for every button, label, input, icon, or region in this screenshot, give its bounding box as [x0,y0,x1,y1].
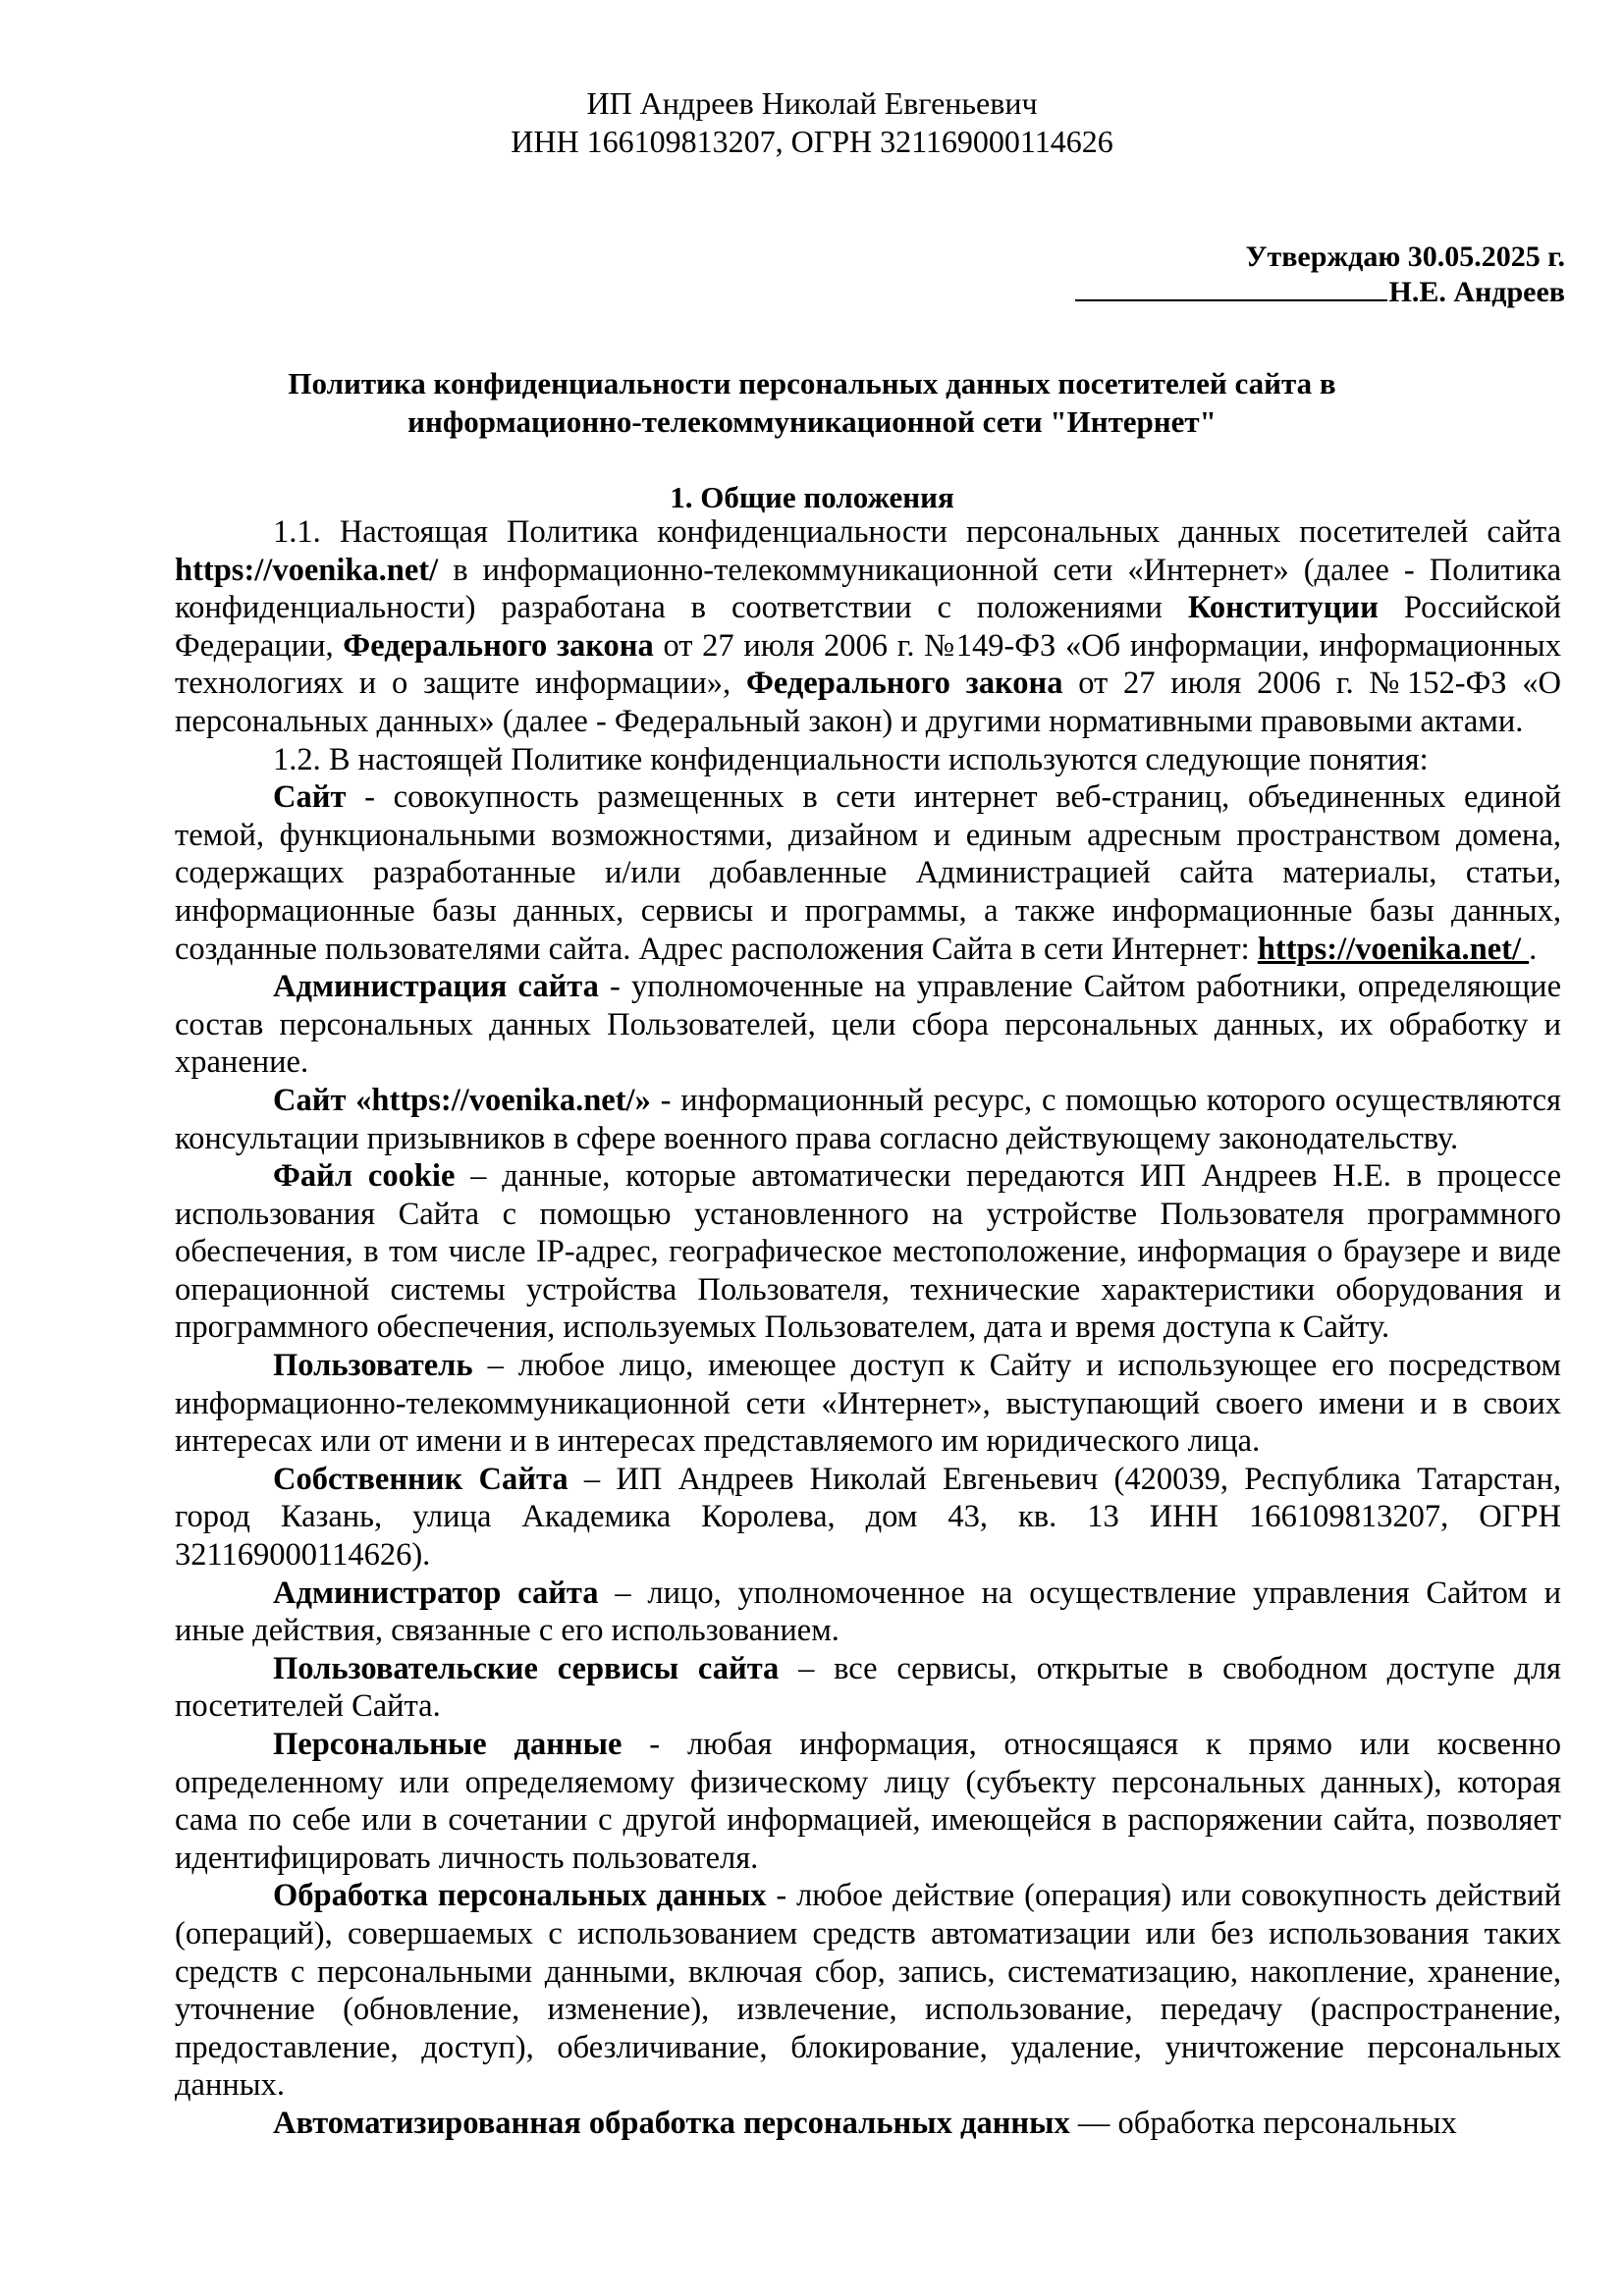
definition-site-url: Сайт «https://voenika.net/» - информационный ресурс, с помощью которого осуществляются консультации призывников в сфере военного права согласно действующему законодательству. [175,1082,1561,1156]
definition-term: Собственник Сайта [273,1461,568,1497]
document-title [216,364,1408,441]
definition-term: Администратор сайта [273,1575,599,1611]
definition-term: Обработка персональных данных [273,1878,767,1914]
definition-term: Персональные данные [273,1727,623,1762]
document-body [175,513,1561,2143]
definition-site: Сайт - совокупность размещенных в сети интернет веб-страниц, объединенных единой темой, функциональными возможностями, дизайном и единым адресным пространством домена, содержащих разработанные и/или добавленные Администрацией сайта материалы, статьи, информационные базы данных, сервисы и программы, а также информационные базы данных, созданные пользователями сайта. Адрес расположения Сайта в сети Интернет: https://voenika.net/ . [175,779,1561,967]
site-url[interactable]: https://voenika.net/ [175,552,439,588]
definition-term: Пользователь [273,1348,473,1384]
entrepreneur-name: ИП Андреев Николай Евгеньевич [586,85,1038,121]
definition-site-administrator: Администратор сайта – лицо, уполномоченное на осуществление управления Сайтом и иные действия, связанные с его использованием. [175,1575,1561,1649]
definition-term: Автоматизированная обработка персональных данных [273,2105,1070,2141]
entrepreneur-ids: ИНН 166109813207, ОГРН 321169000114626 [511,124,1113,159]
definition-term: Администрация сайта [273,969,599,1005]
paragraph-1-2: 1.2. В настоящей Политике конфиденциальности используются следующие понятия: [273,741,1429,777]
definition-automated-processing: Автоматизированная обработка персональных данных — обработка персональных [273,2105,1457,2141]
signature-line [1075,274,1387,301]
definition-term: Сайт «https://voenika.net/» [273,1082,651,1118]
definition-data-processing: Обработка персональных данных - любое действие (операция) или совокупность действий (операций), совершаемых с использованием средств автоматизации или без использования таких средств с персональными данными, включая сбор, запись, систематизацию, накопление, хранение, уточнение (обновление, изменение), извлечение, использование, передачу (распространение, предоставление, доступ), обезличивание, блокирование, удаление, уничтожение персональных данных. [175,1878,1561,2104]
definition-term: Сайт [273,779,347,816]
definition-term: Файл cookie [273,1158,456,1195]
definition-cookie: Файл cookie – данные, которые автоматически передаются ИП Андреев Н.Е. в процессе использования Сайта с помощью установленного на устройстве Пользователя программного обеспечения, в том числе IP-адрес, географическое местоположение, информация о браузере и виде операционной системы устройства Пользователя, технические характеристики оборудования и программного обеспечения, используемых Пользователем, дата и время доступа к Сайту. [175,1158,1562,1346]
section-title: 1. Общие положения [670,480,954,514]
definition-site-owner: Собственник Сайта – ИП Андреев Николай Евгеньевич (420039, Республика Татарстан, город Казань, улица Академика Королева, дом 43, кв. 13 ИНН 166109813207, ОГРН 321169000114626). [175,1461,1561,1574]
definition-user-services: Пользовательские сервисы сайта – все сервисы, открытые в свободном доступе для посетителей Сайта. [175,1650,1561,1725]
definition-personal-data: Персональные данные - любая информация, относящаяся к прямо или косвенно определенному или определяемому физическому лицу (субъекту персональных данных), которая сама по себе или в сочетании с другой информацией, имеющейся в распоряжении сайта, позволяет идентифицировать личность пользователя. [175,1727,1561,1876]
paragraph-1-1: 1.1. Настоящая Политика конфиденциальности персональных данных посетителей сайта https://voenika.net/ в информационно-телекоммуникационной сети «Интернет» (далее - Политика конфиденциальности) разработана в соответствии с положениями Конституции Российской Федерации, Федерального закона от 27 июля 2006 г. №149-ФЗ «Об информации, информационных технологиях и о защите информации», Федерального закона от 27 июля 2006 г. №152-ФЗ «О персональных данных» (далее - Федеральный закон) и другими нормативными правовыми актами. [175,514,1561,739]
definition-site-administration: Администрация сайта - уполномоченные на управление Сайтом работники, определяющие состав персональных данных Пользователей, цели сбора персональных данных, их обработку и хранение. [175,969,1561,1081]
approval-date: Утверждаю 30.05.2025 г. [1245,240,1565,273]
document-title-line-2: информационно-телекоммуникационной сети "Интернет" [407,404,1217,439]
approval-signature [780,274,1565,312]
definition-user: Пользователь – любое лицо, имеющее доступ к Сайту и использующее его посредством информационно-телекоммуникационной сети «Интернет», выступающий своего имени и в своих интересах или от имени и в интересах представляемого им юридического лица. [175,1348,1561,1460]
document-title-line-1: Политика конфиденциальности персональных данных посетителей сайта в [288,366,1336,400]
signer-name: Н.Е. Андреев [1388,276,1565,308]
definition-term: Пользовательские сервисы сайта [273,1650,780,1686]
site-url-link[interactable]: https://voenika.net/ [1257,931,1530,967]
